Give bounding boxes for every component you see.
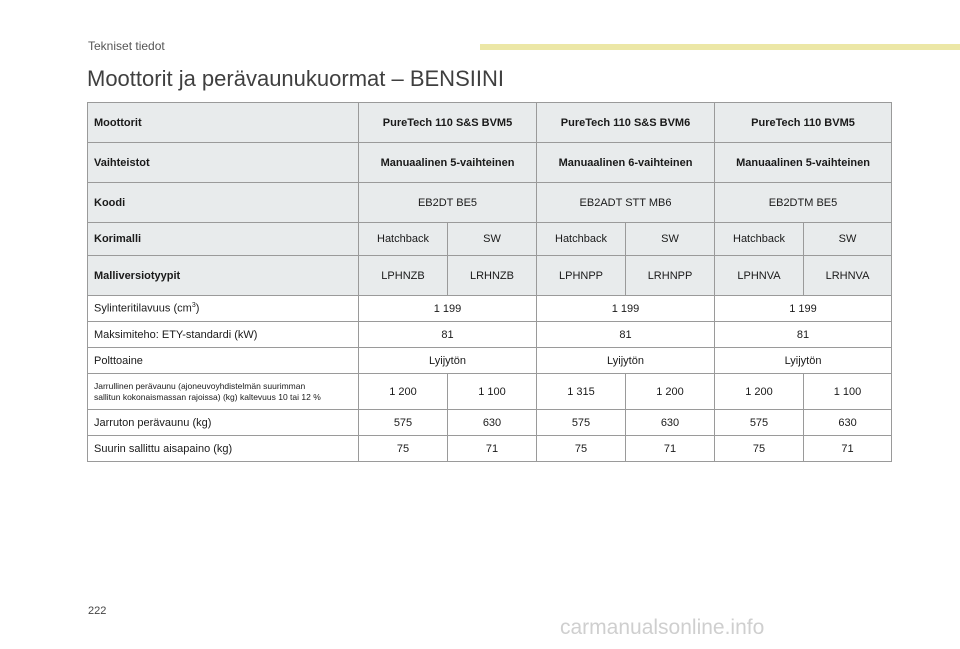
row-label: Suurin sallittu aisapaino (kg) — [88, 436, 359, 462]
cell: 630 — [804, 410, 892, 436]
cell: LPHNPP — [537, 256, 626, 296]
cell: EB2ADT STT MB6 — [537, 183, 715, 223]
section-label: Tekniset tiedot — [88, 39, 165, 53]
row-code — [88, 183, 892, 223]
cell: 575 — [359, 410, 448, 436]
cell: Manuaalinen 5-vaihteinen — [715, 143, 892, 183]
row-fuel — [88, 348, 892, 374]
cell: 1 199 — [537, 296, 715, 322]
cell: LPHNZB — [359, 256, 448, 296]
cell: Lyijytön — [715, 348, 892, 374]
header-accent-bar — [480, 44, 960, 50]
cell: 1 100 — [448, 374, 537, 410]
cell: 81 — [359, 322, 537, 348]
row-nose-weight — [88, 436, 892, 462]
row-displacement — [88, 296, 892, 322]
row-body — [88, 223, 892, 256]
cell: LPHNVA — [715, 256, 804, 296]
cell: PureTech 110 S&S BVM6 — [537, 103, 715, 143]
row-label: Maksimiteho: ETY-standardi (kW) — [88, 322, 359, 348]
cell: Lyijytön — [537, 348, 715, 374]
row-label: Jarruton perävaunu (kg) — [88, 410, 359, 436]
cell: EB2DT BE5 — [359, 183, 537, 223]
cell: 1 200 — [626, 374, 715, 410]
cell: PureTech 110 S&S BVM5 — [359, 103, 537, 143]
cell: 81 — [537, 322, 715, 348]
cell: Manuaalinen 6-vaihteinen — [537, 143, 715, 183]
row-label: Malliversiotyypit — [88, 256, 359, 296]
cell: 575 — [537, 410, 626, 436]
row-gearbox — [88, 143, 892, 183]
row-braked-trailer — [88, 374, 892, 410]
row-label: Polttoaine — [88, 348, 359, 374]
cell: 71 — [804, 436, 892, 462]
cell: 1 199 — [715, 296, 892, 322]
cell: 71 — [448, 436, 537, 462]
row-power — [88, 322, 892, 348]
cell: SW — [804, 223, 892, 256]
cell: 575 — [715, 410, 804, 436]
cell: LRHNZB — [448, 256, 537, 296]
row-label: Moottorit — [88, 103, 359, 143]
cell: LRHNPP — [626, 256, 715, 296]
row-engines — [88, 103, 892, 143]
page-title: Moottorit ja perävaunukuormat – BENSIINI — [87, 66, 504, 91]
page-number: 222 — [88, 605, 107, 617]
cell: 1 315 — [537, 374, 626, 410]
cell: 1 200 — [715, 374, 804, 410]
cell: EB2DTM BE5 — [715, 183, 892, 223]
cell: Manuaalinen 5-vaihteinen — [359, 143, 537, 183]
row-label: Sylinteritilavuus $(cm^3)$ — [88, 296, 359, 322]
cell: 81 — [715, 322, 892, 348]
cell: 1 200 — [359, 374, 448, 410]
cell: 630 — [626, 410, 715, 436]
row-model-types — [88, 256, 892, 296]
cell: SW — [626, 223, 715, 256]
cell: 630 — [448, 410, 537, 436]
row-unbraked-trailer — [88, 410, 892, 436]
row-label: Korimalli — [88, 223, 359, 256]
cell: 75 — [537, 436, 626, 462]
cell: 75 — [715, 436, 804, 462]
cell: 1 199 — [359, 296, 537, 322]
cell: PureTech 110 BVM5 — [715, 103, 892, 143]
row-label: Koodi — [88, 183, 359, 223]
row-label: Vaihteistot — [88, 143, 359, 183]
cell: Lyijytön — [359, 348, 537, 374]
cell: Hatchback — [359, 223, 448, 256]
cell: 75 — [359, 436, 448, 462]
cell: SW — [448, 223, 537, 256]
cell: 1 100 — [804, 374, 892, 410]
row-label: Jarrullinen perävaunu (ajoneuvoyhdistelmän suurimman sallitun kokonaismassan rajoissa) (kg) kaltevuus 10 tai 12 % — [88, 374, 359, 410]
cell: LRHNVA — [804, 256, 892, 296]
cell: 71 — [626, 436, 715, 462]
cell: Hatchback — [537, 223, 626, 256]
cell: Hatchback — [715, 223, 804, 256]
engine-spec-table — [87, 102, 892, 462]
watermark: carmanualsonline.info — [560, 616, 765, 639]
